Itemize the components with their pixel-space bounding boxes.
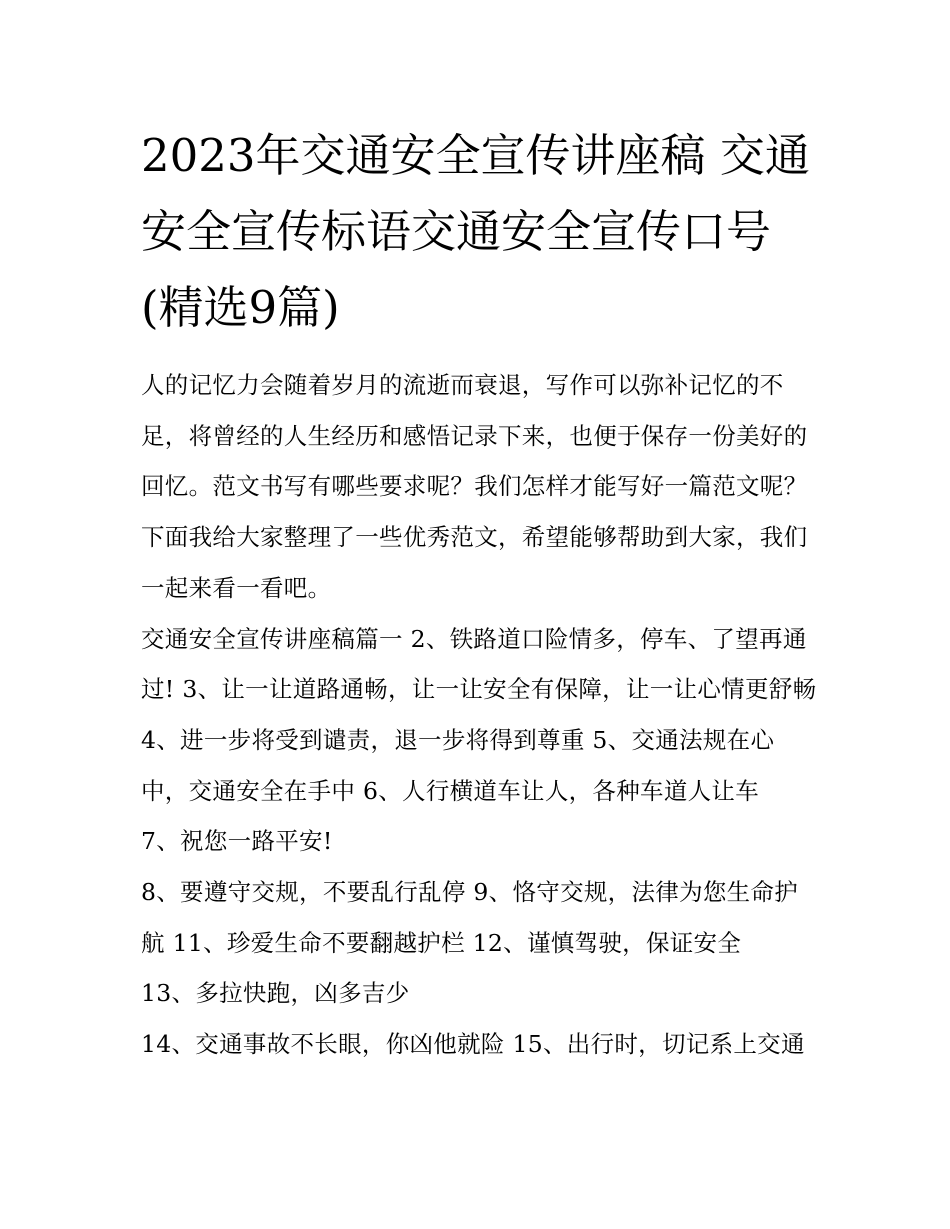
paragraph-slogans-4: 8、要遵守交规，不要乱行乱停 9、恪守交规，法律为您生命护航 11、珍爱生命不要翻越护栏 12、谨慎驾驶，保证安全	[141, 878, 799, 957]
paragraph-slogans-2: 4、进一步将受到谴责，退一步将得到尊重 5、交通法规在心中，交通安全在手中 6、人行横道车让人，各种车道人让车	[141, 725, 775, 805]
paragraph-slogans-5: 13、多拉快跑，凶多吉少	[141, 979, 410, 1008]
paragraph-slogans-1: 交通安全宣传讲座稿篇一 2、铁路道口险情多，停车、了望再通过! 3、让一让道路通畅，让一让安全有保障，让一让心情更舒畅	[141, 624, 817, 704]
paragraph-intro: 人的记忆力会随着岁月的流逝而衰退，写作可以弥补记忆的不足，将曾经的人生经历和感悟记录下来，也便于保存一份美好的回忆。范文书写有哪些要求呢？我们怎样才能写好一篇范文呢？下面我给大家整理了一些优秀范文，希望能够帮助到大家，我们一起来看一看吧。	[141, 371, 808, 602]
paragraph-slogans-3: 7、祝您一路平安!	[141, 827, 333, 856]
paragraph-slogans-6: 14、交通事故不长眼，你凶他就险 15、出行时，切记系上交通	[141, 1030, 805, 1059]
document-page	[141, 118, 821, 1070]
document-title: 2023年交通安全宣传讲座稿 交通安全宣传标语交通安全宣传口号(精选9篇)	[141, 129, 810, 334]
